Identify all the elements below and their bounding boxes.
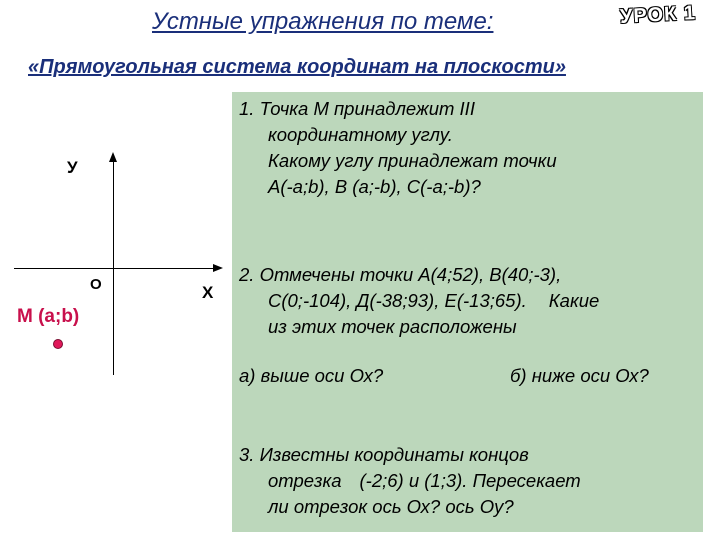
task-2-option-b: б) ниже оси Ох? <box>510 365 649 386</box>
task-3-line-3: ли отрезок ось Ох? ось Оу? <box>268 496 514 517</box>
task-3-line-2-part-b: (-2;6) и (1;3). Пересекает <box>359 470 581 491</box>
task-2-line-3: из этих точек расположены <box>268 316 517 337</box>
task-3-line-2-part-a: отрезка <box>268 470 342 491</box>
task-1 <box>239 96 557 200</box>
lesson-badge: УРОК 1 <box>619 2 697 28</box>
y-axis-arrow-icon <box>109 152 117 162</box>
page-subtitle: «Прямоугольная система координат на плоскости» <box>28 56 566 78</box>
x-axis-label: Х <box>202 283 214 302</box>
task-1-line-3: Какому углу принадлежат точки <box>268 150 557 171</box>
x-axis-arrow-icon <box>213 264 223 272</box>
task-3 <box>239 442 581 520</box>
x-axis-line <box>14 268 218 269</box>
task-2-line-1: 2. Отмечены точки А(4;52), В(40;-3), <box>239 264 562 285</box>
task-1-line-2: координатному углу. <box>268 124 453 145</box>
task-3-line-1: 3. Известны координаты концов <box>239 444 529 465</box>
point-m-dot <box>54 340 62 348</box>
origin-label: О <box>90 276 102 293</box>
task-1-line-1: 1. Точка М принадлежит III <box>239 98 475 119</box>
task-2-line-2-part-b: Какие <box>548 290 600 311</box>
point-m-label: М (а;b) <box>17 306 80 327</box>
task-2 <box>239 262 599 340</box>
task-3-line-2 <box>239 468 581 494</box>
y-axis-line <box>113 160 114 375</box>
task-2-line-2-part-a: С(0;-104), Д(-38;93), Е(-13;65). <box>268 290 527 311</box>
page-title: Устные упражнения по теме: <box>152 8 494 35</box>
task-2-option-a: а) выше оси Ох? <box>239 365 384 386</box>
y-axis-label: У <box>67 158 78 177</box>
task-1-line-4: А(-a;b), В (a;-b), С(-a;-b)? <box>268 176 481 197</box>
task-2-line-2 <box>239 288 599 314</box>
